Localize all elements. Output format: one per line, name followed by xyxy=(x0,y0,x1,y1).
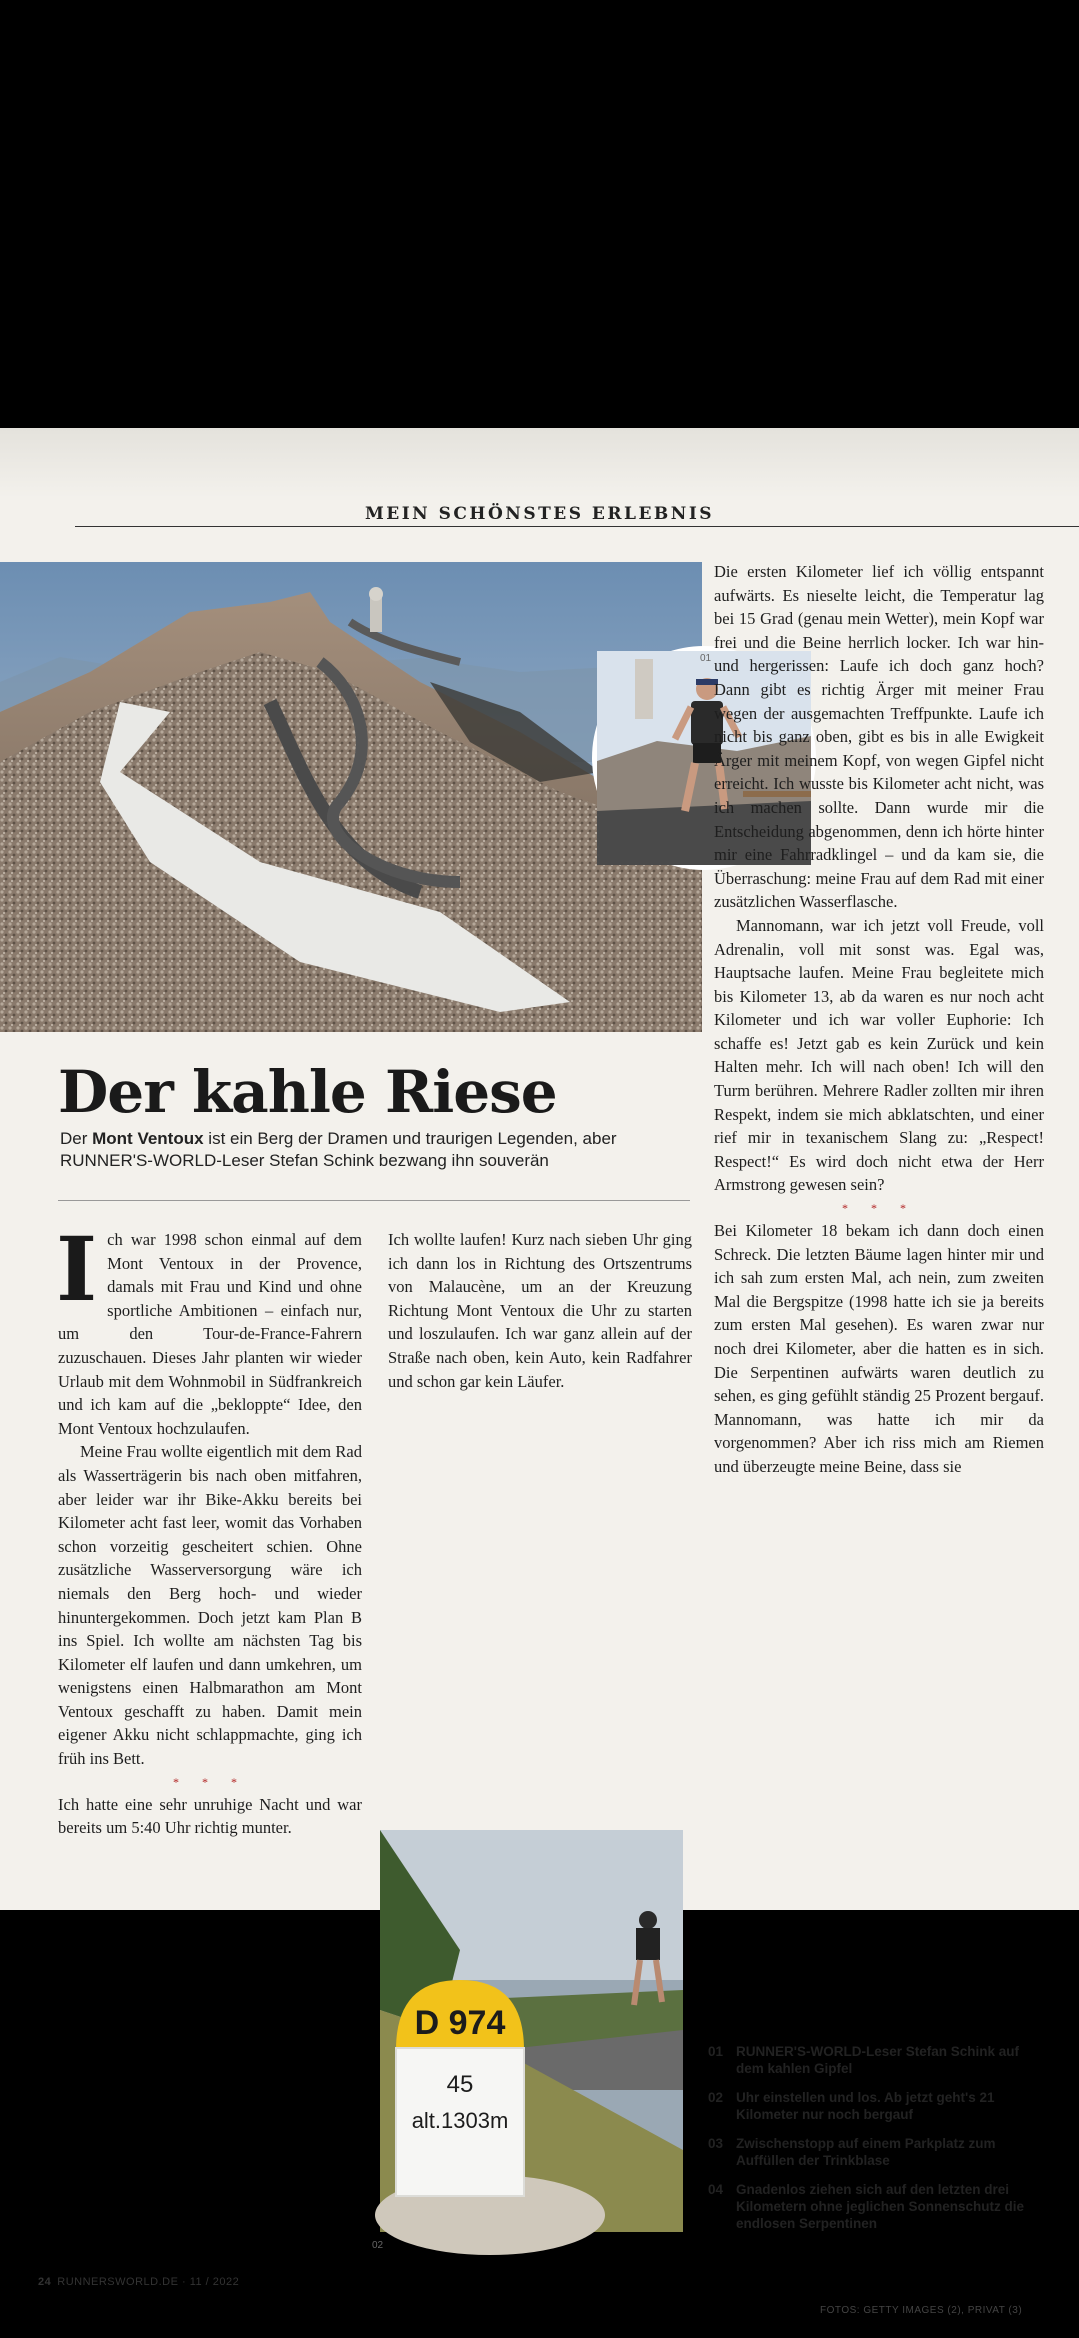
paragraph-text: ch war 1998 schon einmal auf dem Mont Ventoux in der Provence, damals mit Frau und Kind und ohne sportliche Ambitionen – einfach nur, um den Tour-de-France-Fahrern zuzuschauen. Dieses Jahr planten wir wieder Urlaub mit dem Wohnmobil in Südfrankreich und ich kam auf die „bekloppte“ Idee, den Mont Ventoux hochzulaufen. xyxy=(58,1230,362,1438)
body-column-3 xyxy=(714,560,1044,1479)
paragraph: Ich hatte eine sehr unruhige Nacht und war bereits um 5:40 Uhr richtig munter. xyxy=(58,1794,362,1838)
caption-item xyxy=(708,2181,1048,2232)
article-standfirst xyxy=(60,1128,700,1172)
paragraph xyxy=(56,1217,362,1440)
page-number: 24 xyxy=(38,2276,52,2288)
caption-text: Gnadenlos ziehen sich auf den letzten drei Kilometern ohne jeglichen Sonnenschutz die endlosen Serpentinen xyxy=(736,2182,1025,2231)
paragraph: Meine Frau wollte eigentlich mit dem Rad als Wasserträgerin bis nach oben mitfahren, aber leider war ihr Bike-Akku bereits bei Kilometer acht fast leer, womit das Vorhaben schon vorzeitig gescheitert schien. Ohne zusätzliche Wasserversorgung wäre ich niemals den Berg hoch- und wieder hinuntergekommen. Doch jetzt kam Plan B ins Spiel. Ich wollte am nächsten Tag bis Kilometer elf laufen und dann umkehren, um wenigstens einen Halbmarathon am Mont Ventoux geschafft zu haben. Damit mein eigener Akku nicht schlappmachte, ging ich früh ins Bett. xyxy=(58,1442,362,1769)
photo-road-marker-d974 xyxy=(380,1830,683,2232)
marker-road-label: D 974 xyxy=(414,2004,506,2042)
marker-km-label: 45 xyxy=(446,2071,474,2098)
magazine-issue: RUNNERSWORLD.DE · 11 / 2022 xyxy=(57,2276,240,2288)
page-footer xyxy=(38,2276,239,2288)
body-column-2 xyxy=(388,1228,692,1393)
section-break-stars: * * * xyxy=(173,1774,247,1789)
article-headline: Der kahle Riese xyxy=(58,1058,557,1126)
caption-item xyxy=(708,2089,1048,2123)
standfirst-post: ist ein Berg der Dramen und traurigen Legenden, aber RUNNER'S-WORLD-Leser Stefan Schink bezwang ihn souverän xyxy=(60,1129,617,1170)
standfirst-pre: Der xyxy=(60,1129,93,1148)
section-rule xyxy=(75,526,1079,527)
section-break-stars: * * * xyxy=(842,1201,916,1216)
section-title: MEIN SCHÖNSTES ERLEBNIS xyxy=(364,504,715,524)
paragraph: Bei Kilometer 18 bekam ich dann doch einen Schreck. Die letzten Bäume lagen hinter mir und ich sah zum ersten Mal, ach nein, zum zweiten Mal die Bergspitze (1998 hatte ich sie ja bereits zum ersten Mal gesehen). Es waren zwar nur noch drei Kilometer, aber die hatten es in sich. Die Serpentinen aufwärts waren deutlich zu sehen, es ging gefühlt ständig 25 Prozent bergauf. Mannomann, was hatte ich mir da vorgenommen? Aber ich riss mich am Riemen und überzeugte meine Beine, dass sie xyxy=(714,1221,1044,1476)
caption-number: 01 xyxy=(708,2044,724,2059)
drop-cap: I xyxy=(56,1217,98,1321)
photo-credits: FOTOS: GETTY IMAGES (2), PRIVAT (3) xyxy=(820,2305,1023,2316)
paragraph: Ich wollte laufen! Kurz nach sieben Uhr ging ich dann los in Richtung des Ortszentrums von Malaucène, um an der Kreuzung Richtung Mont Ventoux die Uhr zu starten und loszulaufen. Ich war ganz allein auf der Straße nach oben, kein Auto, kein Radfahrer und schon gar kein Läufer. xyxy=(388,1230,692,1391)
standfirst-bold: Mont Ventoux xyxy=(92,1129,204,1148)
paragraph: Mannomann, war ich jetzt voll Freude, voll Adrenalin, voll mit sonst was. Egal was, Hauptsache laufen. Meine Frau begleitete mich bis Kilometer 13, ab da waren es nur noch acht Kilometer und ich war voller Euphorie: Ich schaffe es! Jetzt gab es kein Zurück und kein Halten mehr. Ich will nach oben! Ich will den Turm berühren. Mehrere Radler zollten mir ihren Respekt, indem sie mich abklatschten, und einer rief mir in texanischem Slang zu: „Respect! Respect!“ Es wird doch nicht etwa der Herr Armstrong gewesen sein? xyxy=(714,915,1044,1195)
photo-number-01: 01 xyxy=(700,653,712,664)
caption-item xyxy=(708,2043,1048,2077)
caption-number: 03 xyxy=(708,2136,724,2151)
standfirst-rule xyxy=(58,1200,690,1201)
page-fold-shadow xyxy=(0,428,1079,498)
body-column-1 xyxy=(56,1217,362,1840)
caption-text: RUNNER'S-WORLD-Leser Stefan Schink auf dem kahlen Gipfel xyxy=(736,2044,1019,2076)
paragraph: Die ersten Kilometer lief ich völlig entspannt aufwärts. Es nieselte leicht, die Temperatur lag bei 15 Grad (genau mein Wetter), mein Kopf war frei und die Beine herrlich locker. Ich war hin- und hergerissen: Laufe ich doch ganz hoch? Dann gibt es richtig Ärger mit meiner Frau wegen der ausgemachten Treffpunkte. Laufe ich nicht bis ganz oben, gibt es bis in alle Ewigkeit Ärger mit meinem Kopf, von wegen Gipfel nicht erreicht. Ich wusste bis Kilometer acht nicht, was ich machen sollte. Dann wurde mir die Entscheidung abgenommen, denn ich hörte hinter mir eine Fahrradklingel – und da kam sie, die Überraschung: meine Frau auf dem Rad mit einer zusätzlichen Wasserflasche. xyxy=(714,562,1044,912)
photo-captions xyxy=(708,2043,1048,2244)
marker-altitude-label: alt.1303m xyxy=(411,2108,509,2133)
road-marker-illustration xyxy=(380,1830,683,2232)
caption-text: Zwischenstopp auf einem Parkplatz zum Auffüllen der Trinkblase xyxy=(736,2136,996,2168)
magazine-page xyxy=(0,428,1079,2316)
caption-item xyxy=(708,2135,1048,2169)
photo-number-02: 02 xyxy=(372,2240,384,2251)
caption-number: 04 xyxy=(708,2182,724,2197)
caption-number: 02 xyxy=(708,2090,724,2105)
caption-text: Uhr einstellen und los. Ab jetzt geht's 21 Kilometer nur noch bergauf xyxy=(736,2090,995,2122)
